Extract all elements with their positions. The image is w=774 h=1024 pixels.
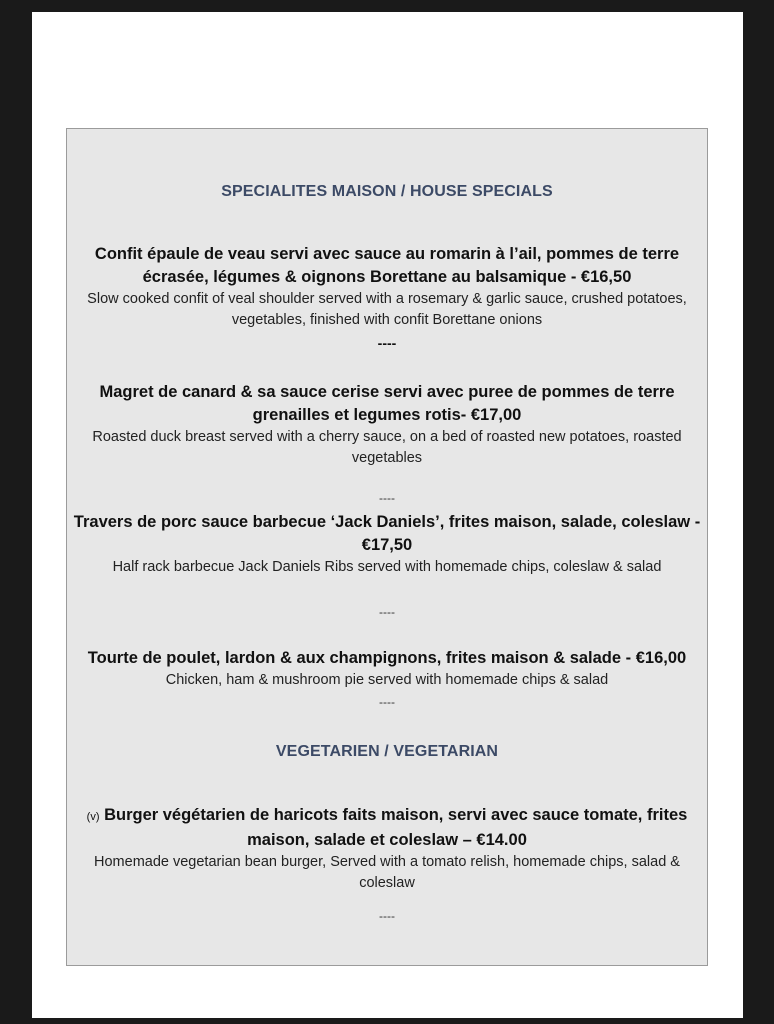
separator: ---- — [379, 695, 395, 709]
dish-title-text: Burger végétarien de haricots faits maison, servi avec sauce tomate, frites maison, salade et coleslaw – €14.00 — [104, 806, 688, 849]
section-heading-vegetarian: VEGETARIEN / VEGETARIAN — [275, 743, 499, 760]
vegetarian-mark: (v) — [86, 811, 100, 823]
dish-pork-ribs — [73, 511, 701, 578]
dish-title — [73, 804, 701, 852]
dish-title: Confit épaule de veau servi avec sauce au romarin à l’ail, pommes de terre écrasée, légumes & oignons Borettane au balsamique - €16,50 — [94, 245, 680, 286]
dish-chicken-pie — [73, 647, 701, 691]
dish-description: Homemade vegetarian bean burger, Served with a tomato relish, homemade chips, salad & coleslaw — [94, 854, 680, 891]
separator: ---- — [377, 335, 397, 351]
menu-box — [66, 128, 708, 966]
separator: ---- — [379, 909, 395, 923]
dish-description: Chicken, ham & mushroom pie served with homemade chips & salad — [165, 672, 609, 688]
dish-duck — [73, 381, 701, 469]
separator: ---- — [379, 491, 395, 505]
dish-description: Slow cooked confit of veal shoulder served with a rosemary & garlic sauce, crushed potatoes, vegetables, finished with confit Borettane onions — [87, 291, 687, 328]
dish-title: Magret de canard & sa sauce cerise servi avec puree de pommes de terre grenailles et legumes rotis- €17,00 — [99, 383, 675, 424]
dish-veal — [73, 243, 701, 331]
dish-description: Half rack barbecue Jack Daniels Ribs served with homemade chips, coleslaw & salad — [112, 559, 662, 575]
dish-title: Travers de porc sauce barbecue ‘Jack Daniels’, frites maison, salade, coleslaw - €17,50 — [73, 513, 701, 554]
dish-title: Tourte de poulet, lardon & aux champignons, frites maison & salade - €16,00 — [87, 649, 687, 667]
separator: ---- — [379, 605, 395, 619]
dish-veggie-burger — [73, 804, 701, 894]
section-heading-house-specials: SPECIALITES MAISON / HOUSE SPECIALS — [221, 183, 553, 200]
menu-page — [32, 12, 743, 1018]
dish-description: Roasted duck breast served with a cherry sauce, on a bed of roasted new potatoes, roasted vegetables — [92, 429, 682, 466]
